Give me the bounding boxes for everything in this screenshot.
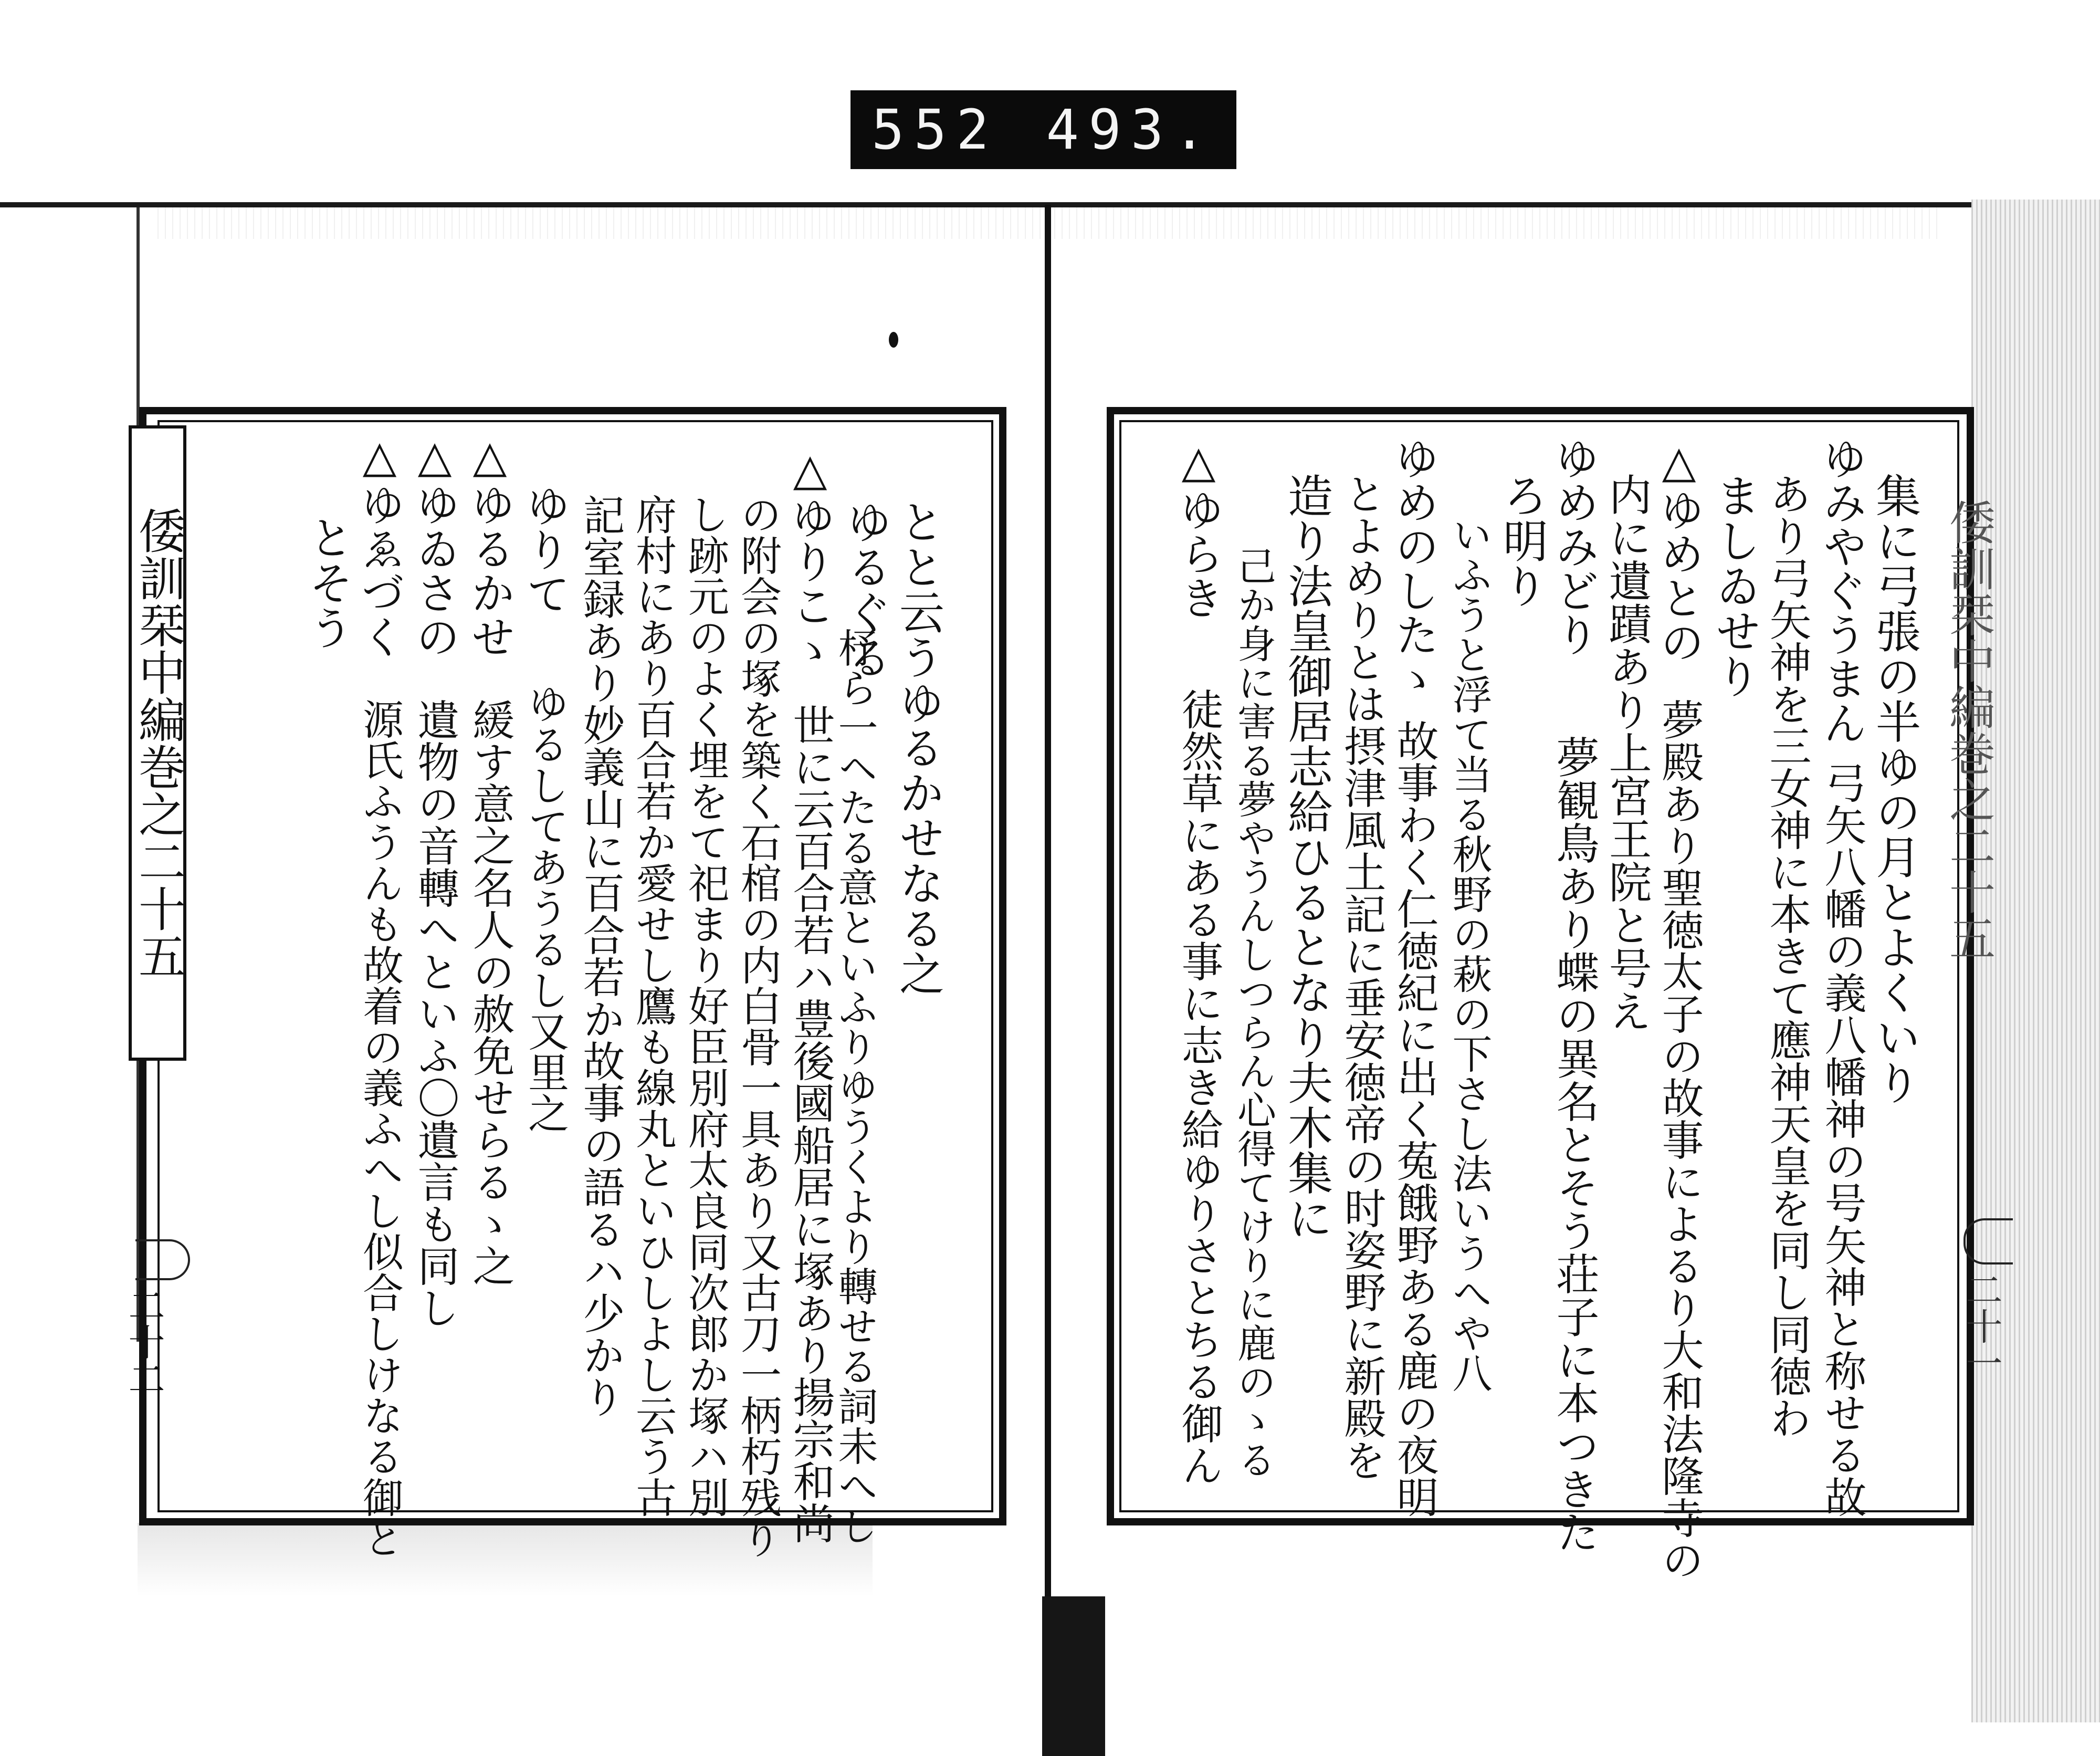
ink-spot	[889, 332, 898, 348]
left-column-7: 記室録あり妙義山に百合若か故事の語るハ少かり	[576, 494, 625, 1418]
left-column-11: △ゆゑづく	[354, 431, 405, 659]
right-column-6: 内に遺蹟あり上宮王院と号え	[1602, 473, 1652, 1032]
fish-tail-mark-left	[135, 1239, 190, 1280]
left-column-10: △ゆゐさの	[409, 431, 460, 659]
left-subcolumn-5: 遺物の音轉へといふ〇遺言も同し	[411, 698, 459, 1329]
left-subcolumn-4: 緩す意之名人の赦免せらるゝ之	[466, 698, 514, 1287]
right-subcolumn-1: 弓矢八幡の義八幡神の号矢神と称せる故	[1818, 761, 1866, 1518]
right-subcolumn-6: 己か身に害る夢やうんしつらん心得てけりに鹿のゝる	[1231, 546, 1276, 1479]
right-subcolumn-2: 夢殿あり聖徳太子の故事によるり大和法隆寺の	[1655, 698, 1704, 1581]
catalog-label	[850, 90, 1236, 169]
right-subcolumn-3: 夢観鳥あり蝶の異名とそう荘子に本つきた	[1549, 735, 1599, 1553]
left-column-12: とそう	[301, 515, 353, 650]
left-column-1: とと云うゆるかせなる之	[891, 499, 944, 996]
left-column-6: 府村にあり百合若か愛せし鷹も線丸といひしよし云う古	[629, 494, 676, 1518]
left-column-4: の附会の塚を築く石棺の内白骨一具あり又古刀一柄朽残り	[734, 494, 781, 1559]
left-column-5: し跡元のよく埋をて祀まり好臣別府太良同次郎か塚ハ別	[681, 494, 729, 1518]
right-column-7: ゆめみどり	[1548, 436, 1600, 656]
right-leaf-number: 二十一	[1960, 1271, 2003, 1381]
fish-tail-mark-right	[1964, 1218, 2013, 1264]
right-running-title: 倭訓栞中編巻之二十五	[1942, 499, 1996, 961]
left-running-title: 倭訓栞中編巻之二十五	[129, 425, 186, 1061]
right-column-8: ろ明り	[1495, 473, 1548, 608]
left-column-3: △ゆりこゝ	[784, 444, 836, 672]
right-subcolumn-4: いふうと浮て当る秋野の萩の下さし法いうへや八	[1446, 515, 1493, 1393]
right-subcolumn-7: 徒然草にある事に志き給ゆりさとちる御ん	[1174, 688, 1223, 1486]
right-column-9: ゆめのしたゝ	[1388, 436, 1440, 701]
left-subcolumn-6: 源氏ふうんも故着の義ふへし似合しけなる御と	[356, 698, 403, 1559]
right-column-11: 造り法皇御居志給ひるとなり夫木集に	[1280, 473, 1332, 1240]
gutter-shadow	[1042, 1596, 1105, 1756]
right-column-2: ゆみやぐうまん	[1816, 436, 1867, 745]
left-column-9: △ゆるかせ	[464, 431, 516, 659]
left-subcolumn-1: 杼ら一ヘたる意といふりゆうくより轉せる詞未へし	[832, 628, 878, 1545]
right-column-12: △ゆらき	[1173, 436, 1224, 620]
right-column-4: ましゐせり	[1708, 473, 1760, 698]
right-column-1: 集に弓張の半ゆの月とよくいり	[1868, 473, 1920, 1105]
catalog-number-left: 552	[872, 98, 999, 162]
right-subcolumn-5: 故事わく仁徳紀に出く菟餓野ある鹿の夜明	[1390, 719, 1438, 1518]
right-column-5: △ゆめとの	[1653, 436, 1705, 664]
left-column-2: ゆるぐる	[839, 499, 891, 680]
right-column-3: あり弓矢神を三女神に本きて應神天皇を同し同徳わ	[1762, 473, 1811, 1439]
left-subcolumn-3: ゆるしてあうるし又里之	[521, 683, 569, 1133]
left-leaf-number: 二十二	[122, 1287, 165, 1397]
catalog-number-right: 493.	[1046, 98, 1215, 162]
left-column-8: ゆりて	[519, 483, 571, 615]
book-gutter	[1045, 205, 1051, 1754]
left-subcolumn-2: 世に云百合若ハ豊後國船居に塚あり揚宗和尚	[786, 704, 835, 1544]
right-column-10: とよめりとは摂津風土記に垂安徳帝の时姿野に新殿を	[1337, 473, 1386, 1481]
